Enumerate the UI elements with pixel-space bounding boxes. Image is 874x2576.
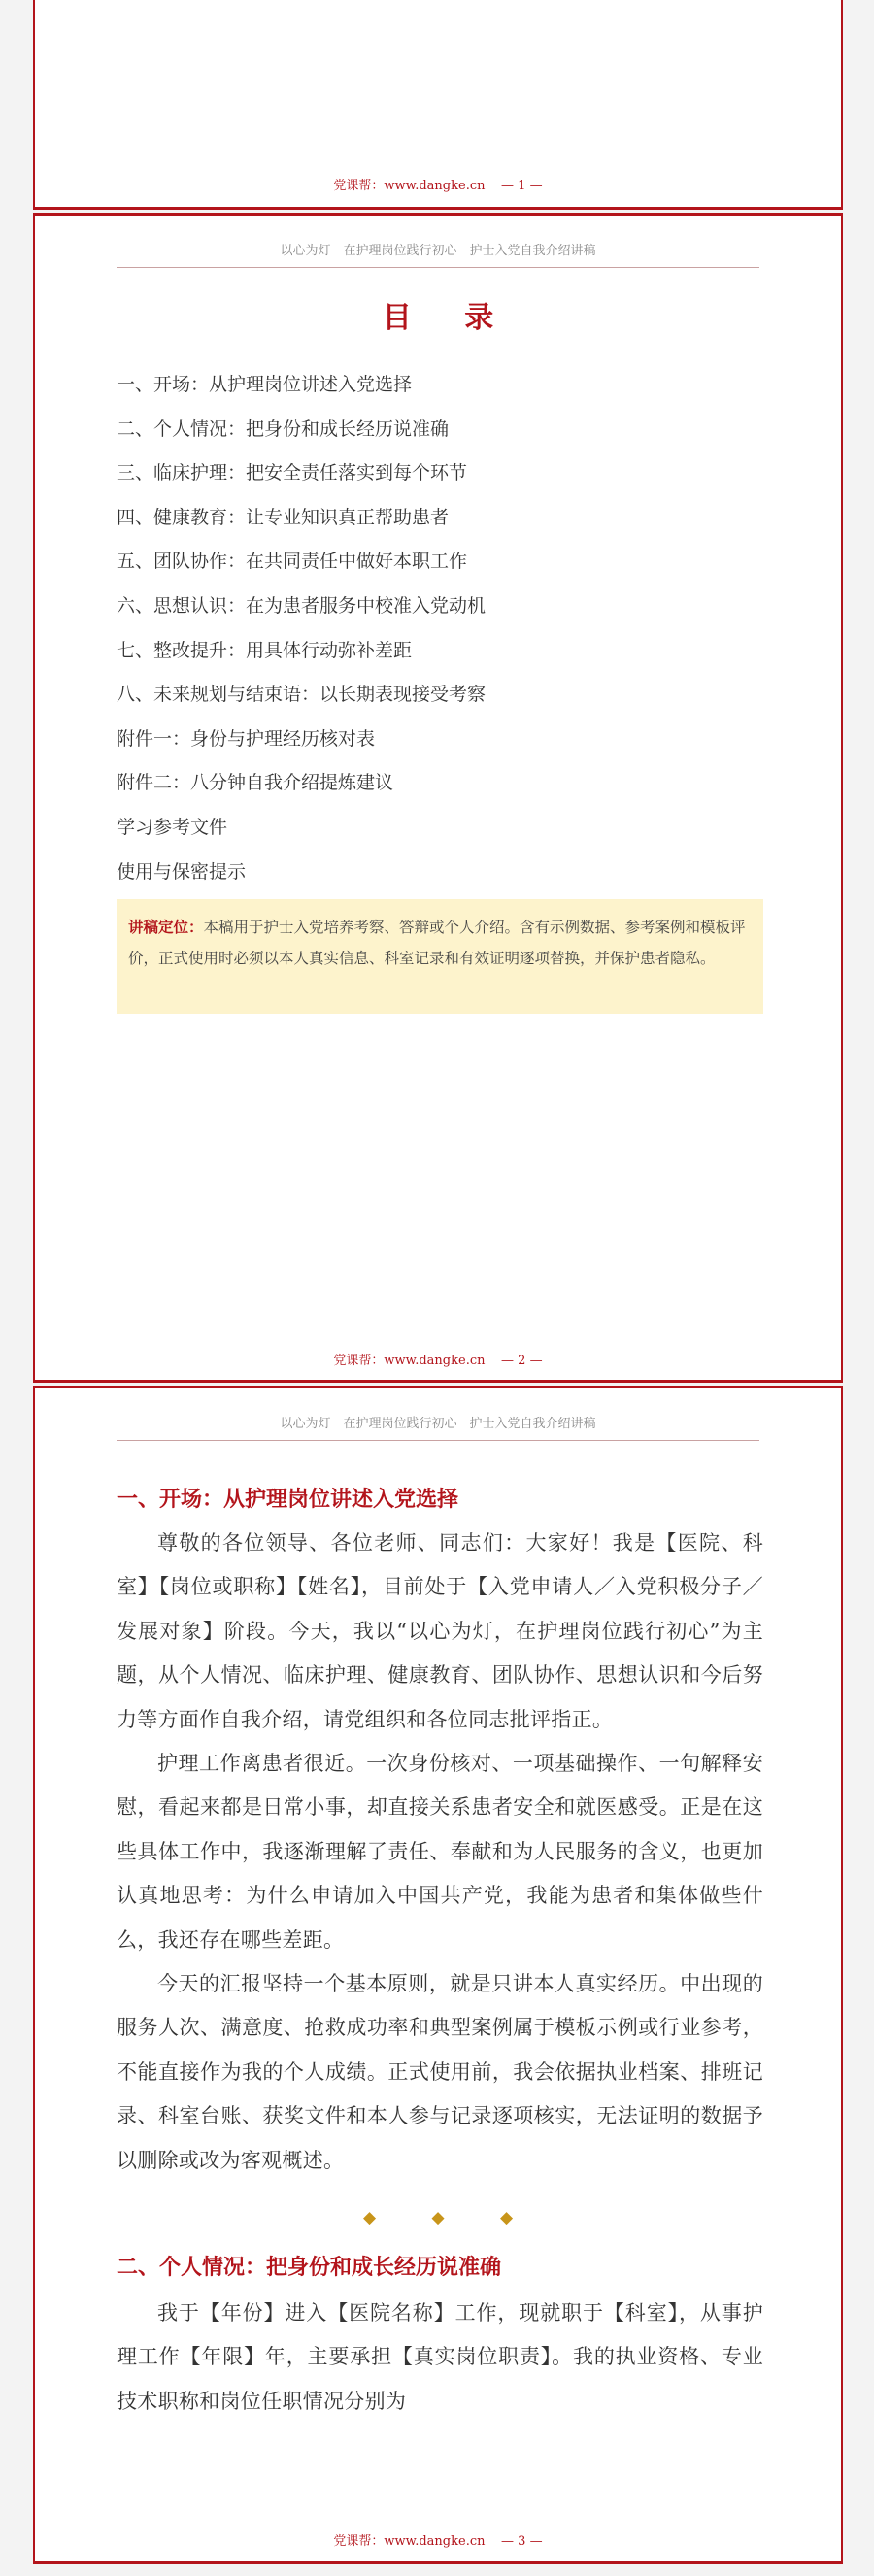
toc-item[interactable]: 三、临床护理：把安全责任落实到每个环节 [117,462,468,485]
toc-item[interactable]: 八、未来规划与结束语：以长期表现接受考察 [117,684,487,706]
toc-item[interactable]: 附件二：八分钟自我介绍提炼建议 [117,772,394,794]
toc-item[interactable]: 一、开场：从护理岗位讲述入党选择 [117,374,413,395]
toc-item[interactable]: 七、整改提升：用具体行动弥补差距 [117,639,413,661]
note-text: 本稿用于护士入党培养考察、答辩或个人介绍。含有示例数据、参考案例和模板评价，正式使用时必须以本人真实信息、科室记录和有效证明逐项替换，并保护患者隐私。 [128,919,746,967]
toc-item[interactable]: 附件一：身份与护理经历核对表 [117,727,376,750]
note-label: 讲稿定位： [128,918,204,936]
footer-site: 党课帮：www.dangke.cn [333,2534,486,2549]
toc-item[interactable]: 四、健康教育：让专业知识真正帮助患者 [117,506,450,528]
positioning-note [117,899,763,1014]
section-body [117,2292,763,2424]
toc-item[interactable]: 六、思想认识：在为患者服务中校准入党动机 [117,594,487,617]
toc-item[interactable]: 使用与保密提示 [117,860,247,883]
section-body [117,1522,763,2183]
page-footer [35,2530,841,2549]
page-1 [33,0,843,210]
toc-title: 目 录 [382,301,516,335]
toc-item[interactable]: 五、团队协作：在共同责任中做好本职工作 [117,551,468,573]
page-header: 以心为灯 在护理岗位践行初心 护士入党自我介绍讲稿 [117,1413,759,1441]
paragraph: 我于【年份】进入【医院名称】工作，现就职于【科室】，从事护理工作【年限】年，主要承担【真实岗位职责】。我的执业资格、专业技术职称和岗位任职情况分别为 [117,2301,763,2413]
page-3 [33,1386,843,2564]
page-number: — 3 — [501,2534,543,2549]
page-number: — 2 — [501,1354,543,1368]
footer-site: 党课帮：www.dangke.cn [333,179,486,193]
section-heading: 二、个人情况：把身份和成长经历说准确 [117,2256,502,2280]
paragraph: 护理工作离患者很近。一次身份核对、一项基础操作、一句解释安慰，看起来都是日常小事，却直接关系患者安全和就医感受。正是在这些具体工作中，我逐渐理解了责任、奉献和为人民服务的含义，也更加认真地思考：为什么申请加入中国共产党，我能为患者和集体做些什么，我还存在哪些差距。 [117,1752,763,1952]
toc-item[interactable]: 二、个人情况：把身份和成长经历说准确 [117,418,450,440]
diamond-divider: ◆ ◆ ◆ [362,2208,539,2227]
page-number: — 1 — [501,179,543,193]
toc-item[interactable]: 学习参考文件 [117,816,228,838]
page-footer [35,1350,841,1368]
section-heading: 一、开场：从护理岗位讲述入党选择 [117,1488,459,1512]
page-header: 以心为灯 在护理岗位践行初心 护士入党自我介绍讲稿 [117,240,759,268]
paragraph: 今天的汇报坚持一个基本原则，就是只讲本人真实经历。中出现的服务人次、满意度、抢救成功率和典型案例属于模板示例或行业参考，不能直接作为我的个人成绩。正式使用前，我会依据执业档案、排班记录、科室台账、获奖文件和本人参与记录逐项核实，无法证明的数据予以删除或改为客观概述。 [117,1972,763,2172]
paragraph: 尊敬的各位领导、各位老师、同志们：大家好！我是【医院、科室】【岗位或职称】【姓名】，目前处于【入党申请人／入党积极分子／发展对象】阶段。今天，我以“以心为灯，在护理岗位践行初心”为主题，从个人情况、临床护理、健康教育、团队协作、思想认识和今后努力等方面作自我介绍，请党组织和各位同志批评指正。 [117,1531,763,1731]
page-2 [33,213,843,1383]
toc-list [117,363,486,894]
footer-site: 党课帮：www.dangke.cn [333,1354,486,1368]
page-footer [35,175,841,193]
